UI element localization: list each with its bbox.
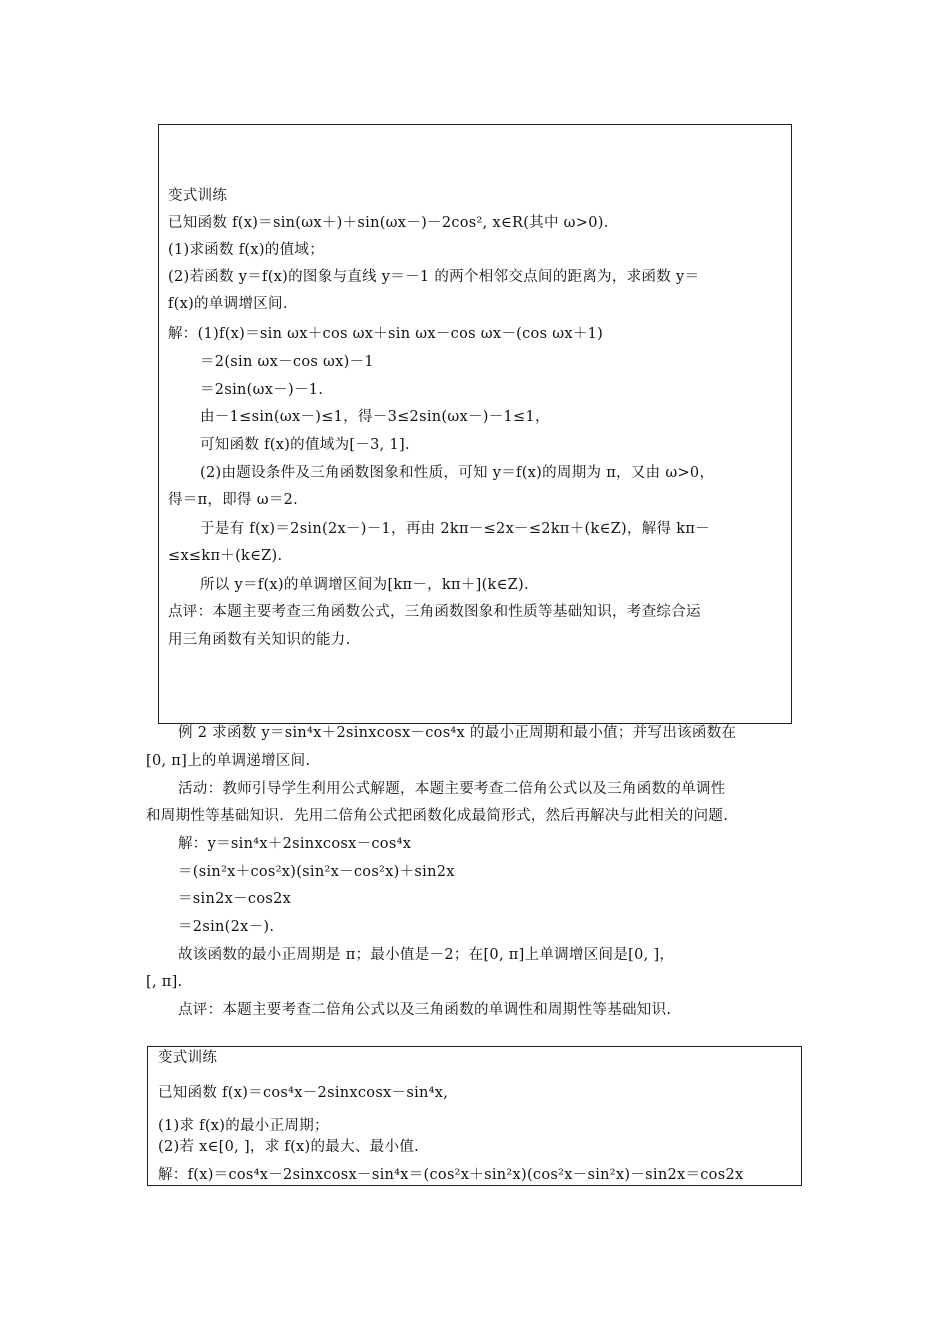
solution-line-1: 解：(1)f(x)＝sin ωx＋cos ωx＋sin ωx－cos ωx－(cos ωx＋1) bbox=[168, 326, 604, 342]
solution-part2-line-3: 于是有 f(x)＝2sin(2x－)－1，再由 2kπ－≤2x－≤2kπ＋(k∈Z)，解得 kπ－ bbox=[200, 521, 710, 537]
conclusion-line-1: 故该函数的最小正周期是 π；最小值是－2；在[0, π]上单调增区间是[0, ]， bbox=[178, 947, 675, 963]
activity-line-2: 和周期性等基础知识．先用二倍角公式把函数化成最简形式，然后再解决与此相关的问题. bbox=[146, 808, 729, 824]
box2-problem-statement: 已知函数 f(x)＝cos⁴x－2sinxcosx－sin⁴x, bbox=[158, 1085, 449, 1101]
example-solution-line-4: ＝2sin(2x－). bbox=[178, 919, 275, 935]
question-2-line-2: f(x)的单调增区间. bbox=[168, 296, 288, 312]
solution-part2-line-5: 所以 y＝f(x)的单调增区间为[kπ－，kπ＋](k∈Z). bbox=[200, 577, 529, 593]
exercise-title-2: 变式训练 bbox=[158, 1050, 218, 1066]
example-solution-line-2: ＝(sin²x＋cos²x)(sin²x－cos²x)＋sin2x bbox=[178, 864, 455, 880]
comment-line-2: 用三角函数有关知识的能力. bbox=[168, 632, 351, 648]
solution-part2-line-1: (2)由题设条件及三角函数图象和性质，可知 y＝f(x)的周期为 π，又由 ω>0， bbox=[200, 465, 715, 481]
problem-statement: 已知函数 f(x)＝sin(ωx＋)＋sin(ωx－)－2cos², x∈R(其中 ω>0). bbox=[168, 215, 609, 231]
example-solution-line-1: 解：y＝sin⁴x＋2sinxcosx－cos⁴x bbox=[178, 836, 412, 852]
solution-part2-line-4: ≤x≤kπ＋(k∈Z). bbox=[168, 548, 283, 564]
conclusion-line-2: [, π]. bbox=[146, 974, 183, 990]
solution-part2-line-2: 得＝π，即得 ω＝2. bbox=[168, 492, 299, 508]
example-comment: 点评：本题主要考查二倍角公式以及三角函数的单调性和周期性等基础知识. bbox=[178, 1002, 672, 1018]
exercise-title-1: 变式训练 bbox=[168, 188, 228, 204]
question-2-line-1: (2)若函数 y＝f(x)的图象与直线 y＝－1 的两个相邻交点间的距离为，求函数 y＝ bbox=[168, 269, 700, 285]
solution-line-4: 由－1≤sin(ωx－)≤1，得－3≤2sin(ωx－)－1≤1， bbox=[200, 409, 550, 425]
solution-line-2: ＝2(sin ωx－cos ωx)－1 bbox=[200, 354, 374, 370]
solution-line-5: 可知函数 f(x)的值域为[－3, 1]. bbox=[200, 437, 410, 453]
box2-question-1: (1)求 f(x)的最小正周期； bbox=[158, 1118, 329, 1134]
comment-line-1: 点评：本题主要考查三角函数公式，三角函数图象和性质等基础知识，考查综合运 bbox=[168, 604, 701, 620]
example-2-line-2: [0, π]上的单调递增区间. bbox=[146, 753, 311, 769]
box2-solution-line: 解：f(x)＝cos⁴x－2sinxcosx－sin⁴x＝(cos²x＋sin²x)(cos²x－sin²x)－sin2x＝cos2x bbox=[158, 1167, 744, 1183]
box2-question-2: (2)若 x∈[0, ]，求 f(x)的最大、最小值. bbox=[158, 1139, 419, 1155]
example-2-line-1: 例 2 求函数 y＝sin⁴x＋2sinxcosx－cos⁴x 的最小正周期和最小值；并写出该函数在 bbox=[178, 725, 737, 741]
question-1: (1)求函数 f(x)的值域； bbox=[168, 242, 325, 258]
example-solution-line-3: ＝sin2x－cos2x bbox=[178, 891, 292, 907]
activity-line-1: 活动：教师引导学生利用公式解题，本题主要考查二倍角公式以及三角函数的单调性 bbox=[178, 781, 726, 797]
solution-line-3: ＝2sin(ωx－)－1. bbox=[200, 382, 324, 398]
